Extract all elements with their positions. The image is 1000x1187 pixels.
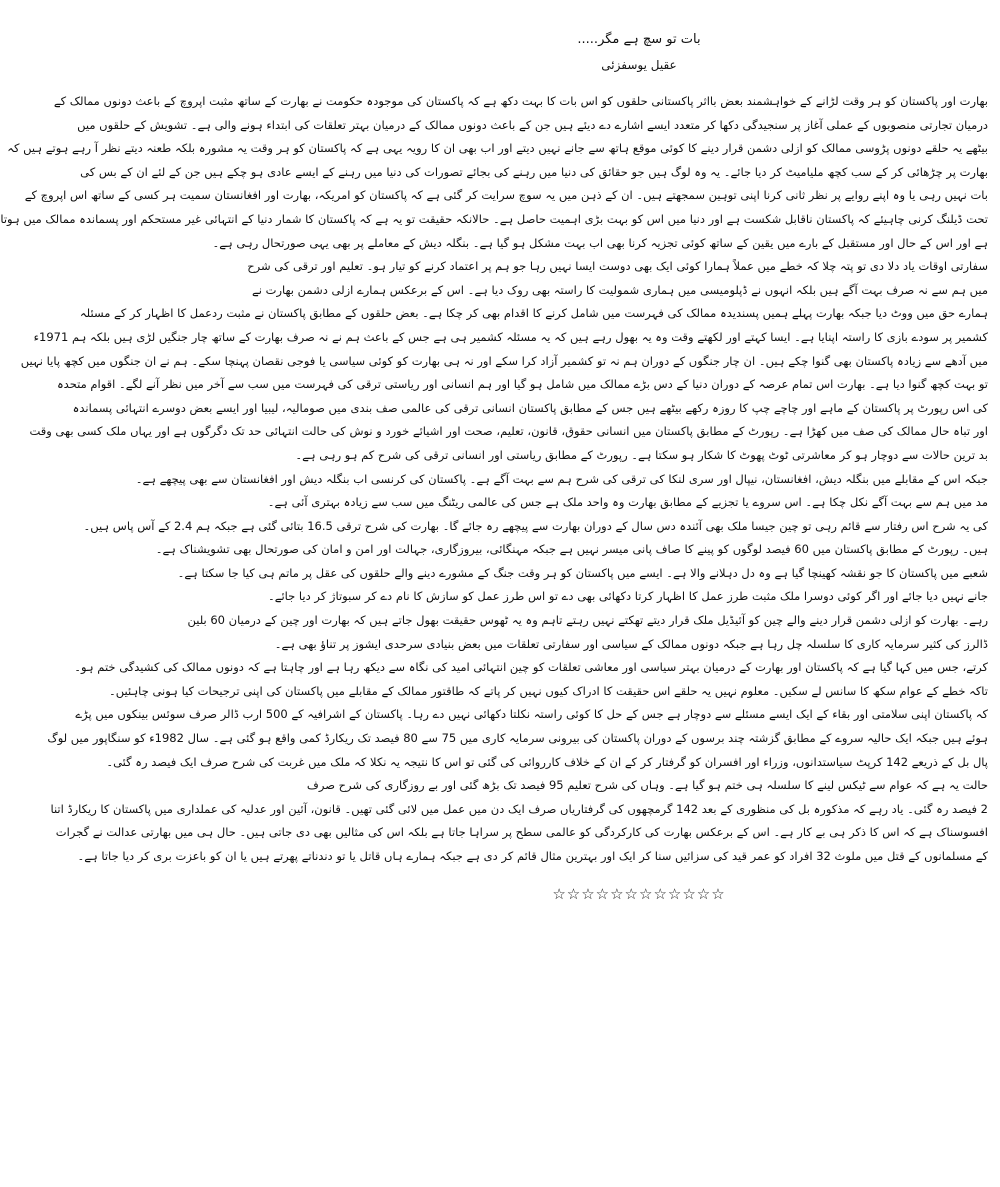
body-line: ہوئے ہیں جبکہ ایک حالیہ سروے کے مطابق گزشتہ چند برسوں کے دوران پاکستان کی بیرونی سرمایہ کاری میں 75 سے 80 فیصد تک ریکارڈ کمی واقع ہو گئی ہے۔ سال 1982ء کو سنگاپور میں لوگ [47, 731, 988, 746]
body-line: ہے اور اس کے حال اور مستقبل کے بارے میں یقین کے ساتھ کوئی تجزیہ کرنا بھی اب بہت مشکل ہو گیا ہے۔ بنگلہ دیش کے معاملے پر بھی یہی صورتحال رہی ہے۔ [212, 235, 988, 250]
body-line: کی یہ شرح اس رفتار سے قائم رہی تو چین جیسا ملک بھی آئندہ دس سال کے دوران بھارت سے پیچھے رہ جائے گا۔ بھارت کی شرح ترقی 16.5 بتائی گئی ہے جبکہ ہم 2.4 کے آس پاس ہیں۔ [83, 518, 988, 533]
body-line: تو بہت کچھ گنوا دیا ہے۔ بھارت اس تمام عرصہ کے دوران دنیا کے دس بڑے ممالک میں شامل ہو گیا اور ہم انسانی اور ریاستی ترقی کی فہرست میں سب سے آخر میں نظر آنے لگے۔ اقوام متحدہ [56, 377, 988, 392]
body-line: بھارت اور پاکستان کو ہر وقت لڑانے کے خواہشمند بعض بااثر پاکستانی حلقوں کو اس بات کا بہت دکھ ہے کہ پاکستان کی موجودہ حکومت نے بھارت کے ساتھ مثبت اپروچ کے باعث دونوں ممالک کے [53, 94, 988, 108]
body-line: 2 فیصد رہ گئی۔ یاد رہے کہ مذکورہ بل کی منظوری کے بعد 142 گرمچھوں کی گرفتاریاں صرف ایک دن میں عمل میں لائی گئی تھیں۔ قانون، آئین اور عدلیہ کی عملداری میں پاکستان کا ریکارڈ اتنا [50, 801, 988, 816]
body-line: کشمیر پر سودے بازی کا راستہ اپنایا ہے۔ ایسا کہتے اور لکھتے وقت وہ یہ بھول رہے ہیں کہ یہ مسئلہ کشمیر ہی ہے جس کے باعث ہم نے نہ صرف بھارت کے ساتھ چار جنگیں لڑی ہیں بلکہ ہم 1971ء [33, 329, 988, 344]
article-body [0, 90, 988, 869]
body-line: کی اس رپورٹ پر پاکستان کے ماہے اور چاچے چپ کا روزہ رکھے بیٹھے ہیں جس کے مطابق پاکستان انسانی ترقی کی عالمی صف بندی میں صومالیہ، لیبیا اور ایسے بعض دوسرے انتہائی پسماندہ [72, 400, 988, 415]
body-line: ڈالرز کی کثیر سرمایہ کاری کا سلسلہ چل رہا ہے جبکہ دونوں ممالک کے سیاسی اور سفارتی تعلقات میں بعض بنیادی سرحدی ایشوز پر تناؤ بھی ہے۔ [274, 636, 988, 651]
body-line: میں آدھے سے زیادہ پاکستان بھی گنوا چکے ہیں۔ ان چار جنگوں کے دوران ہم نہ تو کشمیر آزاد کرا سکے اور نہ ہی بھارت کو کوئی سیاسی یا فوجی نقصان پہنچا سکے۔ ہم نے ان جنگوں میں کچھ پایا نہیں [20, 353, 988, 368]
body-line: رہے۔ بھارت کو ازلی دشمن قرار دینے والے چین کو آئیڈیل ملک قرار دیتے تھکتے نہیں رہتے تاہم وہ یہ ٹھوس حقیقت بھول جاتے ہیں کہ بھارت اور چین کے درمیان 60 بلین [187, 613, 988, 628]
body-line: ہمارے حق میں ووٹ دیا جبکہ بھارت پہلے ہمیں پسندیدہ ممالک کی فہرست میں شامل کرنے کا اقدام بھی کر چکا ہے۔ بعض حلقوں کے مطابق پاکستان نے مثبت ردعمل کا اظہار کر کے مسئلہ [79, 306, 988, 321]
body-line: میں ہم سے نہ صرف بہت آگے ہیں بلکہ انہوں نے ڈپلومیسی میں ہماری شمولیت کا راستہ بھی روک دیا ہے۔ اس کے برعکس ہمارے ازلی دشمن بھارت نے [252, 282, 988, 297]
body-line: بھارت پر چڑھائی کر کے سب کچھ ملیامیٹ کر دیا جائے۔ یہ وہ لوگ ہیں جو حقائق کی دنیا میں رہنے کی بجائے تصورات کی دنیا میں رہنے کے ایسے عادی ہو چکے ہیں جن کے لئے ان کے بس کی [80, 164, 988, 179]
body-line: اور تباہ حال ممالک کی صف میں کھڑا ہے۔ رپورٹ کے مطابق پاکستان میں انسانی حقوق، قانون، تعلیم، صحت اور اشیائے خورد و نوش کی حالت انتہائی حد تک دگرگوں ہے اور یہاں ملک کسی بھی وقت [29, 424, 988, 439]
article-end-stars: ☆☆☆☆☆☆☆☆☆☆☆☆ [552, 884, 726, 903]
body-line: کرتے، جس میں کہا گیا ہے کہ پاکستان اور بھارت کے درمیان بہتر سیاسی اور معاشی تعلقات کو چین انتہائی امید کی نگاہ سے دیکھ رہا ہے اور چاہتا ہے کہ دونوں ممالک کی کشیدگی ختم ہو۔ [74, 660, 988, 675]
body-line: جبکہ اس کے مقابلے میں بنگلہ دیش، افغانستان، نیپال اور سری لنکا کی ترقی کی شرح ہم سے بہت آگے ہے۔ پاکستان کی کرنسی اب بنگلہ دیش اور افغانستان سے بھی پیچھے ہے۔ [135, 471, 988, 486]
body-line: ہیں۔ رپورٹ کے مطابق پاکستان میں 60 فیصد لوگوں کو پینے کا صاف پانی میسر نہیں ہے جبکہ مہنگائی، بیروزگاری، جہالت اور امن و امان کی صورتحال بھی تشویشناک ہے۔ [155, 542, 988, 557]
body-line: تاکہ خطے کے عوام سکھ کا سانس لے سکیں۔ معلوم نہیں یہ حلقے اس حقیقت کا ادراک کیوں نہیں کر پاتے کہ طاقتور ممالک کے مقابلے میں پاکستان کی اپنی ترجیحات کیا ہونی چاہئیں۔ [109, 683, 988, 698]
article-author: عقیل یوسفزئی [601, 58, 677, 72]
body-line: افسوسناک ہے کہ اس کا ذکر ہی بے کار ہے۔ اس کے برعکس بھارت کی کارکردگی کو عالمی سطح پر سراہا جاتا ہے بلکہ اس کی مثالیں بھی دی جاتی ہیں۔ حال ہی میں بھارتی عدالت نے گجرات [55, 825, 988, 840]
body-line: جانے نہیں دیا جائے اور اگر کوئی دوسرا ملک مثبت طرز عمل کا اظہار کرتا دکھائی بھی دے تو اس طرز عمل کو سازش کا نام دے کر سبوتاژ کر دیا جائے۔ [267, 589, 988, 604]
body-line: بات نہیں رہی یا وہ اپنے روایے پر نظر ثانی کرنا اپنی توہین سمجھتے ہیں۔ ان کے ذہن میں یہ سوچ سرایت کر گئی ہے کہ پاکستان کو امریکہ، بھارت اور افغانستان سمیت ہر کسی کے ساتھ اس اپروچ کے [24, 188, 988, 203]
body-line: بد ترین حالات سے دوچار ہو کر معاشرتی ٹوٹ پھوٹ کا شکار ہو سکتا ہے۔ رپورٹ کے مطابق ریاستی اور انسانی ترقی کی شرح کم ہو رہی ہے۔ [295, 447, 988, 462]
body-line: شعبے میں پاکستان کا جو نقشہ کھینچا گیا ہے وہ دل دہلانے والا ہے۔ ایسے میں پاکستان کو ہر وقت جنگ کے مشورے دینے والے حلقوں کی عقل پر ماتم ہی کیا جا سکتا ہے۔ [177, 565, 988, 580]
body-line: پال بل کے ذریعے 142 کرپٹ سیاستدانوں، وزراء اور افسران کو گرفتار کر کے ان کے خلاف کارروائی کی گئی تو اس کا نتیجہ یہ نکلا کہ ملک میں غربت کی شرح صرف ایک فیصد رہ گئی۔ [106, 754, 988, 769]
body-line: کے مسلمانوں کے قتل میں ملوث 32 افراد کو عمر قید کی سزائیں سنا کر ایک اور بہترین مثال قائم کر دی ہے جبکہ ہمارے ہاں قاتل یا تو دندناتے پھرتے ہیں یا ان کو باعزت بری کر دیا جاتا ہے۔ [77, 849, 988, 863]
body-line: بیٹھے یہ حلقے دونوں پڑوسی ممالک کو ازلی دشمن قرار دینے کا کوئی موقع ہاتھ سے جانے نہیں دیتے اور اب بھی ان کا رویہ یہی ہے کہ پاکستان کو ہر وقت یہ مشورہ بلکہ طعنہ دیتے نظر آ رہے ہوتے ہیں کہ [7, 141, 988, 156]
body-line: تحت ڈیلنگ کرنی چاہیئے کہ پاکستان ناقابل شکست ہے اور دنیا میں اس کو بہت بڑی اہمیت حاصل ہے۔ حالانکہ حقیقت تو یہ ہے کہ پاکستان کا شمار دنیا کے انتہائی غیر مستحکم اور پسماندہ ممالک میں ہوتا [0, 211, 988, 226]
body-line: سفارتی اوقات یاد دلا دی تو پتہ چلا کہ خطے میں عملاً ہمارا کوئی ایک بھی دوست ایسا نہیں رہا جو ہم پر اعتماد کرنے کو تیار ہو۔ تعلیم اور ترقی کی شرح [247, 259, 988, 274]
article-title: بات تو سچ ہے مگر..... [577, 32, 701, 47]
body-line: مد میں ہم سے بہت آگے نکل چکا ہے۔ اس سروے یا تجزیے کے مطابق بھارت وہ واحد ملک ہے جس کی عالمی ریٹنگ میں سب سے زیادہ بہتری آئی ہے۔ [267, 495, 988, 510]
body-line: درمیان تجارتی منصوبوں کے عملی آغاز پر سنجیدگی دکھا کر متعدد ایسے اشارے دے دیئے ہیں جن کے باعث دونوں ممالک کے درمیان بہتر تعلقات کی ابتداء ہونے والی ہے۔ تشویش کے حلقوں میں [77, 117, 988, 132]
body-line: کہ پاکستان اپنی سلامتی اور بقاء کے ایک ایسے مسئلے سے دوچار ہے جس کے حل کا کوئی راستہ نکلتا دکھائی نہیں دے رہا۔ پاکستان کے اشرافیہ کے 500 ارب ڈالر صرف سوئس بینکوں میں پڑے [75, 707, 988, 722]
body-line: حالت یہ ہے کہ عوام سے ٹیکس لینے کا سلسلہ ہی ختم ہو گیا ہے۔ وہاں کی شرح تعلیم 95 فیصد تک بڑھ گئی اور بے روزگاری کی شرح صرف [306, 778, 988, 793]
